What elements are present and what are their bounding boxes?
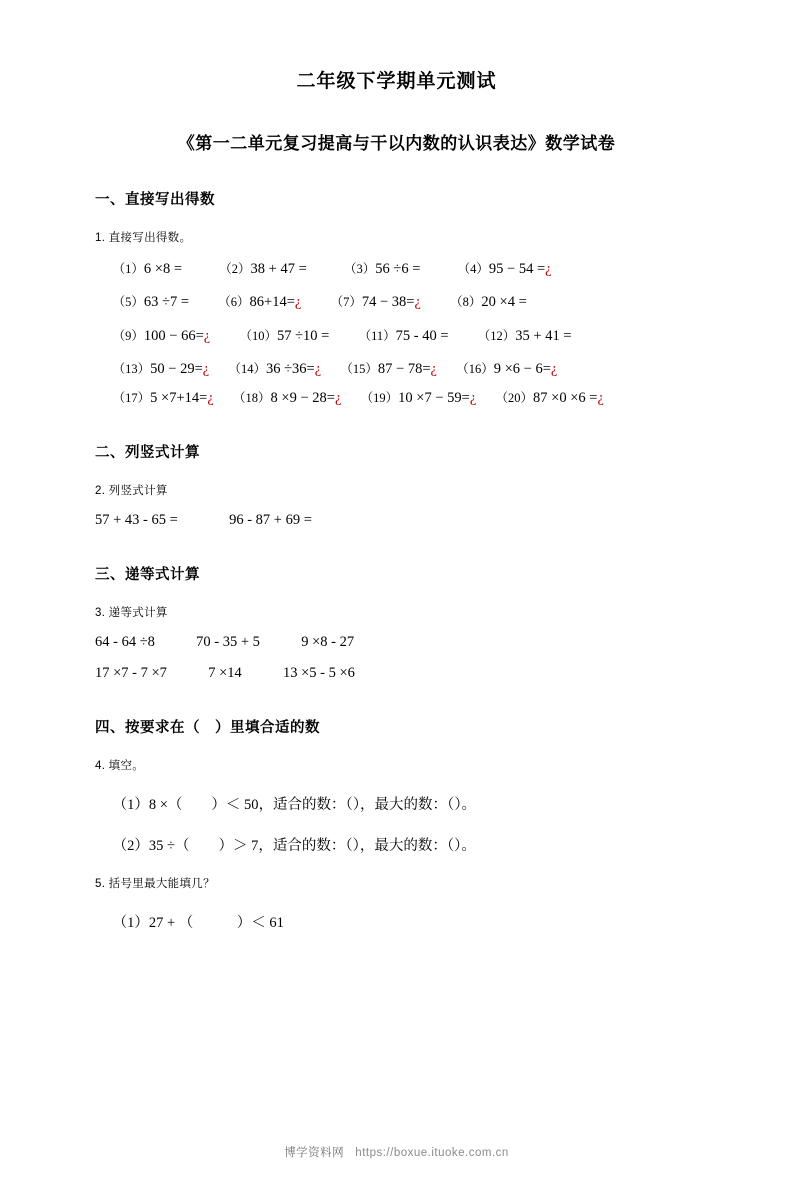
item-expression: 20 ×4 =: [481, 294, 527, 311]
item-index: （20）: [495, 390, 534, 405]
item-answer: ¿: [203, 327, 211, 344]
item-expression: 6 ×8 =: [143, 261, 182, 277]
item-expression: 35 ÷（ ）＞ 7: [148, 837, 259, 854]
item-index: （7）: [330, 295, 362, 310]
item-index: （19）: [360, 390, 399, 405]
item-text: ），最大的数：（: [352, 837, 455, 854]
item-answer: ¿: [597, 389, 604, 406]
item-index: （11）: [358, 328, 396, 343]
oral-calc-row: [95, 390, 698, 407]
item-index: （2）: [219, 262, 251, 276]
item-text: ），最大的数：（: [352, 796, 455, 813]
section-heading-4: 四、按要求在（ ）里填合适的数: [95, 719, 320, 736]
question-label-4: 4. 填空。: [95, 759, 145, 772]
exam-page: [0, 66, 793, 1188]
item-text: ，适合的数：（: [258, 837, 353, 854]
stepwise-calc-item: 9 ×8 - 27: [301, 633, 355, 650]
item-answer: ¿: [207, 389, 214, 406]
stepwise-calc-item: 7 ×14: [208, 664, 242, 681]
item-expression: 86+14=: [249, 294, 295, 311]
item-answer: ¿: [314, 361, 322, 378]
question-label-3: 3. 递等式计算: [95, 606, 168, 619]
item-expression: 87 − 78=: [377, 361, 431, 378]
item-answer: ¿: [294, 294, 302, 311]
section-heading-1: 一、直接写出得数: [95, 192, 215, 208]
item-index: （1）: [112, 262, 144, 276]
item-index: （3）: [344, 262, 376, 276]
item-expression: 56 ÷6 =: [375, 261, 421, 277]
item-index: （2）: [112, 837, 149, 854]
item-expression: 35 + 41 =: [515, 327, 572, 344]
site-brand: 博学资料网: [284, 1147, 345, 1159]
item-index: （1）: [112, 796, 149, 813]
page-footer: [0, 1144, 793, 1160]
item-answer: ¿: [469, 389, 477, 406]
item-answer: ¿: [202, 361, 210, 378]
item-index: （1）: [112, 914, 149, 931]
vertical-calc-row: [95, 512, 698, 529]
item-index: （18）: [233, 390, 271, 405]
page-subtitle: 《第一二单元复习提高与干以内数的认识表达》数学试卷: [177, 134, 616, 153]
item-expression: 75 - 40 =: [395, 327, 449, 344]
oral-calc-row: [95, 361, 698, 378]
fill-blank-item: [95, 793, 698, 814]
item-index: （14）: [228, 362, 266, 377]
stepwise-calc-item: 17 ×7 - 7 ×7: [95, 664, 167, 681]
item-expression: 57 ÷10 =: [276, 327, 330, 344]
stepwise-calc-item: 70 - 35 + 5: [196, 633, 260, 650]
item-expression: 100 − 66=: [143, 327, 204, 344]
stepwise-calc-item: 64 - 64 ÷8: [95, 633, 155, 650]
fill-blank-item: [95, 834, 698, 855]
item-index: （8）: [450, 295, 482, 310]
item-expression: 10 ×7 − 59=: [398, 389, 470, 406]
item-index: （13）: [112, 362, 151, 377]
item-expression: 87 ×0 ×6 =: [533, 389, 598, 406]
item-answer: ¿: [545, 261, 552, 277]
item-expression: 8 ×9 − 28=: [270, 389, 335, 406]
item-index: （9）: [112, 328, 144, 343]
fill-blank-item: [95, 911, 698, 932]
item-expression: 38 + 47 =: [250, 261, 307, 277]
item-answer: ¿: [414, 294, 421, 311]
item-expression: 8 ×（ ）＜ 50: [148, 796, 259, 813]
item-expression: 74 − 38=: [361, 294, 415, 311]
item-index: （17）: [112, 390, 151, 405]
page-title: 二年级下学期单元测试: [296, 71, 497, 92]
item-expression: 9 ×6 − 6=: [493, 361, 551, 378]
item-answer: ¿: [334, 389, 342, 406]
item-text: ，适合的数：（: [258, 796, 353, 813]
oral-calc-row: [95, 294, 698, 311]
section-heading-3: 三、递等式计算: [95, 566, 200, 583]
question-label-1: 1. 直接写出得数。: [95, 232, 192, 244]
vertical-calc-item: 96 - 87 + 69 =: [229, 511, 312, 528]
item-text: ）。: [454, 796, 477, 813]
item-index: （15）: [340, 362, 378, 377]
site-url: https://boxue.ituoke.com.cn: [355, 1147, 509, 1159]
item-expression: 95 − 54 =: [488, 261, 546, 277]
stepwise-calc-row: [95, 634, 698, 651]
item-index: （12）: [477, 328, 516, 343]
item-index: （10）: [239, 328, 277, 343]
question-label-2: 2. 列竖式计算: [95, 484, 168, 497]
stepwise-calc-item: 13 ×5 - 5 ×6: [283, 664, 355, 681]
oral-calc-row: [95, 261, 698, 278]
vertical-calc-item: 57 + 43 - 65 =: [95, 511, 178, 528]
item-index: （5）: [112, 295, 144, 310]
item-index: （4）: [457, 262, 489, 276]
item-expression: 36 ÷36=: [265, 361, 315, 378]
item-expression: 27 + （ ）＜ 61: [148, 914, 284, 931]
item-answer: ¿: [430, 361, 437, 378]
section-heading-2: 二、列竖式计算: [95, 444, 200, 461]
item-expression: 63 ÷7 =: [143, 294, 190, 311]
item-index: （16）: [456, 362, 494, 377]
oral-calc-row: [95, 328, 698, 345]
item-answer: ¿: [550, 361, 558, 378]
item-expression: 5 ×7+14=: [150, 389, 208, 406]
item-index: （6）: [218, 295, 250, 310]
question-label-5: 5. 括号里最大能填几？: [95, 877, 215, 890]
item-text: ）。: [454, 837, 476, 854]
stepwise-calc-row: [95, 665, 698, 682]
item-expression: 50 − 29=: [150, 361, 203, 378]
